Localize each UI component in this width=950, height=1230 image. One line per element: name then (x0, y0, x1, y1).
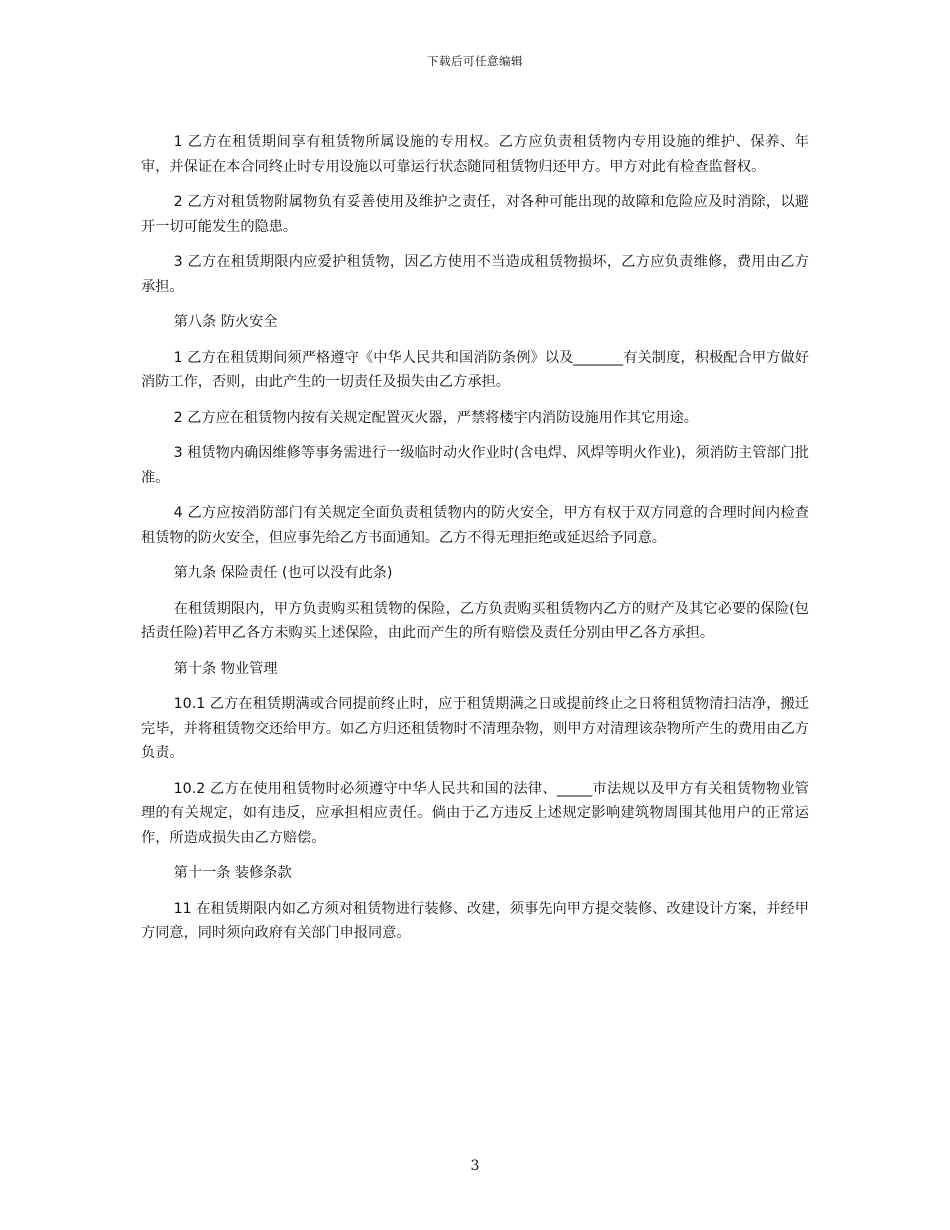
paragraph: 10.2 乙方在使用租赁物时必须遵守中华人民共和国的法律、_____市法规以及甲方有关租赁物物业管理的有关规定，如有违反，应承担相应责任。倘由于乙方违反上述规定影响建筑物周围其他用户的正常运作，所造成损失由乙方赔偿。 (141, 780, 809, 846)
paragraph: 3 乙方在租赁期限内应爱护租赁物，因乙方使用不当造成租赁物损坏，乙方应负责维修，费用由乙方承担。 (141, 254, 809, 295)
paragraph: 4 乙方应按消防部门有关规定全面负责租赁物内的防火安全，甲方有权于双方同意的合理时间内检查租赁物的防火安全，但应事先给乙方书面通知。乙方不得无理拒绝或延迟给予同意。 (141, 505, 809, 546)
section-heading: 第十条 物业管理 (173, 660, 278, 677)
paragraph: 1 乙方在租赁期间享有租赁物所属设施的专用权。乙方应负责租赁物内专用设施的维护、保养、年审，并保证在本合同终止时专用设施以可靠运行状态随同租赁物归还甲方。甲方对此有检查监督权。 (141, 134, 809, 175)
page-number: 3 (470, 1158, 480, 1174)
paragraph: 2 乙方对租赁物附属物负有妥善使用及维护之责任，对各种可能出现的故障和危险应及时消除，以避开一切可能发生的隐患。 (141, 194, 809, 235)
section-heading: 第九条 保险责任 (也可以没有此条) (173, 565, 393, 581)
paragraph: 10.1 乙方在租赁期满或合同提前终止时，应于租赁期满之日或提前终止之日将租赁物清扫洁净，搬迁完毕，并将租赁物交还给甲方。如乙方归还租赁物时不清理杂物，则甲方对清理该杂物所产生的费用由乙方负责。 (141, 696, 809, 761)
paragraph: 11 在租赁期限内如乙方须对租赁物进行装修、改建，须事先向甲方提交装修、改建设计方案，并经甲方同意，同时须向政府有关部门申报同意。 (141, 900, 809, 941)
paragraph: 2 乙方应在租赁物内按有关规定配置灭火器，严禁将楼宇内消防设施用作其它用途。 (173, 409, 698, 426)
page-header: 下载后可任意编辑 (427, 54, 523, 68)
paragraph: 3 租赁物内确因维修等事务需进行一级临时动火作业时(含电焊、风焊等明火作业)，须消防主管部门批准。 (141, 445, 809, 486)
section-heading: 第八条 防火安全 (173, 314, 278, 330)
document-body (141, 130, 809, 957)
section-heading: 第十一条 装修条款 (173, 865, 292, 881)
paragraph: 1 乙方在租赁期间须严格遵守《中华人民共和国消防条例》以及_______有关制度，积极配合甲方做好消防工作，否则，由此产生的一切责任及损失由乙方承担。 (141, 349, 809, 390)
paragraph: 在租赁期限内，甲方负责购买租赁物的保险，乙方负责购买租赁物内乙方的财产及其它必要的保险(包括责任险)若甲乙各方未购买上述保险，由此而产生的所有赔偿及责任分别由甲乙各方承担。 (141, 600, 809, 641)
